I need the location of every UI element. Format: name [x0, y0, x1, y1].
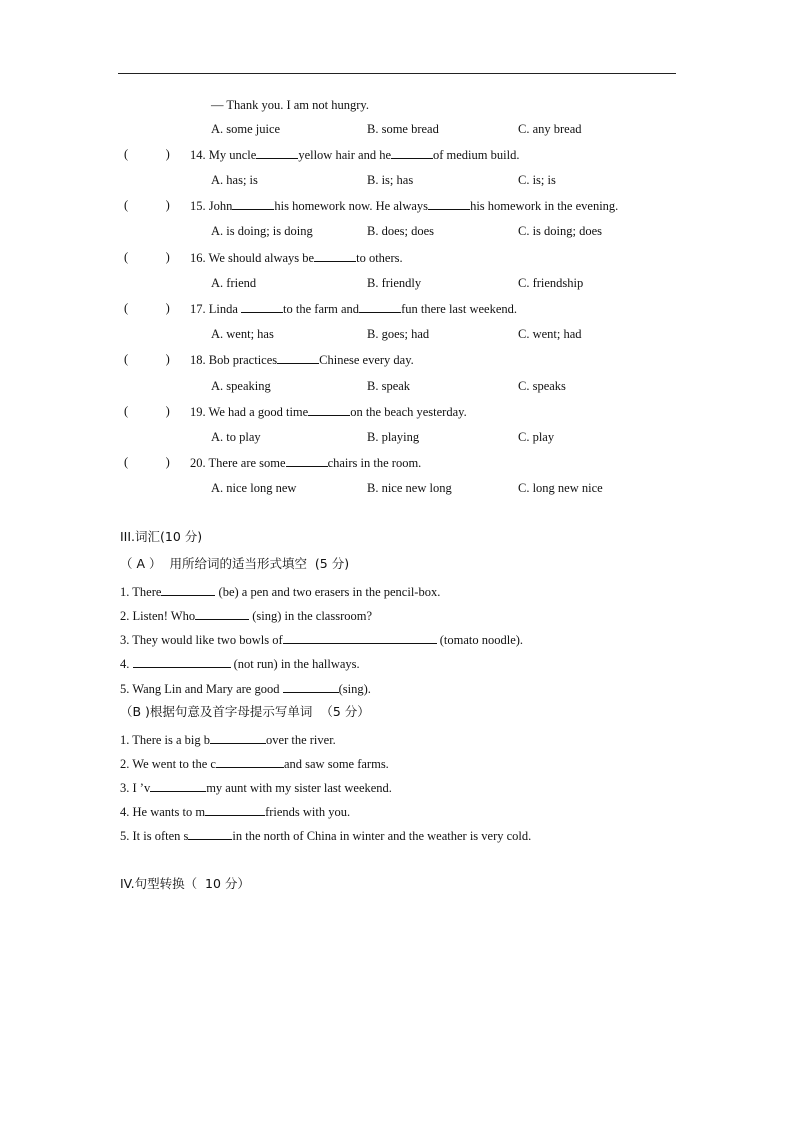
item-text: friends with you. [265, 805, 351, 819]
answer-paren[interactable]: ( ) [124, 455, 170, 469]
answer-paren[interactable]: ( ) [124, 301, 170, 315]
question-text: yellow hair and he [298, 148, 391, 162]
question-text: to the farm and [283, 302, 360, 316]
question-18 [190, 351, 414, 368]
answer-blank[interactable] [232, 197, 274, 210]
q20-option-b: B. nice new long [367, 481, 452, 495]
item-text: in the north of China in winter and the weather is very cold. [232, 829, 532, 843]
answer-blank[interactable] [205, 803, 265, 816]
q17-option-a: A. went; has [211, 327, 274, 341]
part-a-item-3 [120, 631, 523, 648]
answer-blank[interactable] [161, 583, 215, 596]
question-number: 19. [190, 405, 206, 419]
item-text: (not run) in the hallways. [230, 657, 360, 671]
q20-option-c: C. long new nice [518, 481, 603, 495]
question-number: 17. [190, 302, 206, 316]
question-number: 16. [190, 251, 206, 265]
question-text: Chinese every day. [319, 353, 414, 367]
answer-blank[interactable] [210, 731, 266, 744]
question-text: We should always be [208, 251, 315, 265]
answer-blank[interactable] [286, 454, 328, 467]
q14-option-c: C. is; is [518, 173, 556, 187]
answer-blank[interactable] [391, 146, 433, 159]
part-b-item-1 [120, 731, 336, 748]
item-text: (be) a pen and two erasers in the pencil-box. [215, 585, 441, 599]
question-text: There are some [208, 456, 286, 470]
q15-option-c: C. is doing; does [518, 224, 603, 238]
question-text: chairs in the room. [327, 456, 422, 470]
question-text: to others. [356, 251, 403, 265]
q18-option-c: C. speaks [518, 379, 566, 393]
q16-option-b: B. friendly [367, 276, 422, 290]
answer-blank[interactable] [216, 755, 284, 768]
answer-blank[interactable] [133, 655, 231, 668]
q15-option-b: B. does; does [367, 224, 435, 238]
item-text: 5. It is often s [120, 829, 189, 843]
header-rule [118, 73, 676, 74]
part-a-item-1 [120, 583, 440, 600]
answer-blank[interactable] [283, 631, 437, 644]
q19-option-b: B. playing [367, 430, 420, 444]
item-text: and saw some farms. [283, 757, 389, 771]
answer-blank[interactable] [428, 197, 470, 210]
question-text: fun there last weekend. [401, 302, 517, 316]
q18-option-a: A. speaking [211, 379, 271, 393]
section-4-heading: IV.句型转换（ 10 分） [120, 876, 250, 891]
answer-blank[interactable] [308, 403, 350, 416]
part-b-item-4 [120, 803, 350, 820]
question-text: We had a good time [208, 405, 309, 419]
question-19 [190, 403, 467, 420]
q13-option-a: A. some juice [211, 122, 281, 136]
q20-option-a: A. nice long new [211, 481, 297, 495]
item-text: 2. We went to the c [120, 757, 216, 771]
question-16 [190, 249, 403, 266]
item-text: (sing) in the classroom? [249, 609, 372, 623]
answer-blank[interactable] [195, 607, 249, 620]
part-b-heading: （B )根据句意及首字母提示写单词 （5 分） [120, 704, 370, 719]
part-a-heading: （ A ） 用所给词的适当形式填空 (5 分) [120, 556, 350, 571]
item-text: my aunt with my sister last weekend. [206, 781, 392, 795]
question-number: 15. [190, 199, 206, 213]
part-a-item-4 [120, 655, 360, 672]
q13-reply: — Thank you. I am not hungry. [211, 98, 369, 112]
item-text: 1. There is a big b [120, 733, 211, 747]
q17-option-b: B. goes; had [367, 327, 430, 341]
answer-paren[interactable]: ( ) [124, 198, 170, 212]
answer-blank[interactable] [188, 827, 232, 840]
answer-blank[interactable] [256, 146, 298, 159]
question-15 [190, 197, 618, 214]
question-number: 14. [190, 148, 206, 162]
part-a-item-5 [120, 680, 371, 697]
part-b-item-5 [120, 827, 531, 844]
item-text: (sing). [338, 682, 371, 696]
q16-option-c: C. friendship [518, 276, 584, 290]
question-17 [190, 300, 517, 317]
answer-blank[interactable] [150, 779, 206, 792]
question-14 [190, 146, 519, 163]
item-text: 4. He wants to m [120, 805, 206, 819]
q15-option-a: A. is doing; is doing [211, 224, 313, 238]
question-text: his homework now. He always [274, 199, 429, 213]
answer-paren[interactable]: ( ) [124, 404, 170, 418]
question-text: John [208, 199, 233, 213]
q14-option-a: A. has; is [211, 173, 258, 187]
q13-option-c: C. any bread [518, 122, 582, 136]
answer-paren[interactable]: ( ) [124, 352, 170, 366]
section-3-heading: III.词汇(10 分) [120, 529, 203, 544]
part-a-item-2 [120, 607, 372, 624]
question-text: Bob practices [208, 353, 278, 367]
part-b-item-2 [120, 755, 389, 772]
question-text: Linda [208, 302, 242, 316]
answer-blank[interactable] [359, 300, 401, 313]
item-text: over the river. [266, 733, 336, 747]
q16-option-a: A. friend [211, 276, 257, 290]
answer-blank[interactable] [277, 351, 319, 364]
q19-option-c: C. play [518, 430, 555, 444]
question-text: his homework in the evening. [470, 199, 619, 213]
item-text: 3. They would like two bowls of [120, 633, 283, 647]
q17-option-c: C. went; had [518, 327, 582, 341]
answer-paren[interactable]: ( ) [124, 147, 170, 161]
question-text: of medium build. [433, 148, 520, 162]
item-text: 5. Wang Lin and Mary are good [120, 682, 283, 696]
item-text: 4. [120, 657, 133, 671]
item-text: 2. Listen! Who [120, 609, 196, 623]
item-text: 1. There [120, 585, 162, 599]
question-20 [190, 454, 421, 471]
item-text: (tomato noodle). [436, 633, 524, 647]
question-text: on the beach yesterday. [350, 405, 467, 419]
answer-blank[interactable] [283, 680, 339, 693]
answer-blank[interactable] [314, 249, 356, 262]
question-number: 18. [190, 353, 206, 367]
question-text: My uncle [208, 148, 257, 162]
part-b-item-3 [120, 779, 392, 796]
q14-option-b: B. is; has [367, 173, 414, 187]
item-text: 3. I ’v [120, 781, 151, 795]
answer-paren[interactable]: ( ) [124, 250, 170, 264]
q18-option-b: B. speak [367, 379, 411, 393]
question-number: 20. [190, 456, 206, 470]
answer-blank[interactable] [241, 300, 283, 313]
q13-option-b: B. some bread [367, 122, 439, 136]
q19-option-a: A. to play [211, 430, 261, 444]
